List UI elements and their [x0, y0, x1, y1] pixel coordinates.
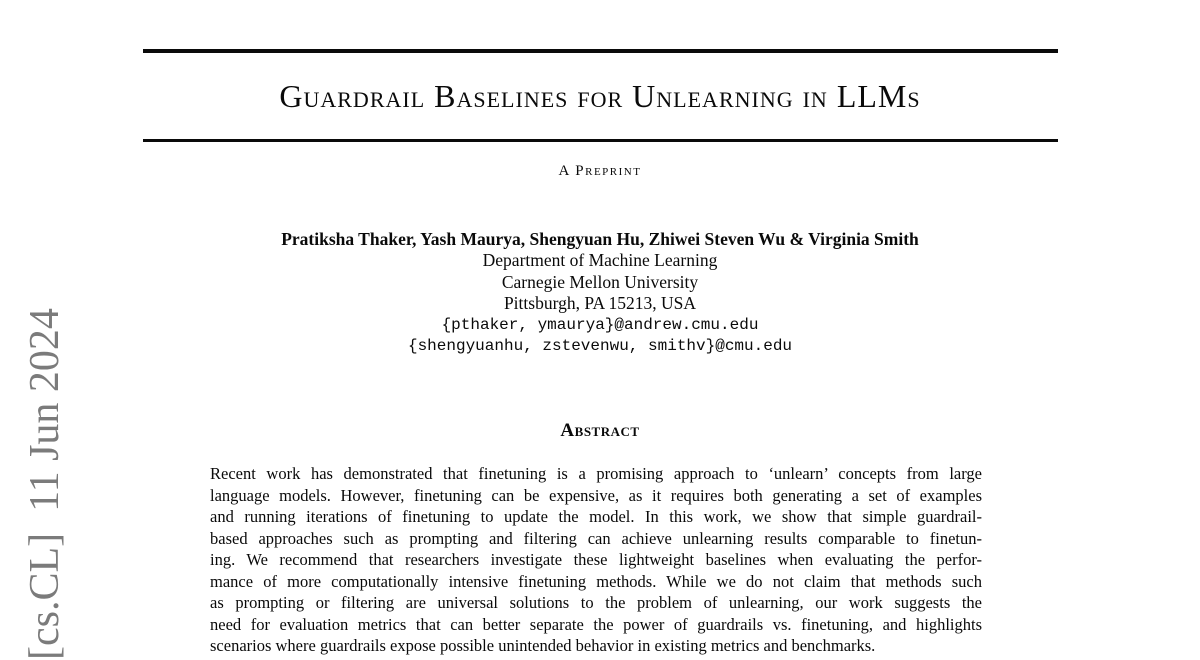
abstract-line: language models. However, finetuning can be expensive, as it requires both generating a set of examples: [210, 485, 982, 505]
title-rule-top: [143, 49, 1058, 53]
abstract-line: based approaches such as prompting and filtering can achieve unlearning results comparable to finetun-: [210, 528, 982, 548]
author-university: Carnegie Mellon University: [501, 271, 699, 292]
author-names: Pratiksha Thaker, Yash Maurya, Shengyuan Hu, Zhiwei Steven Wu & Virginia Smith: [281, 229, 919, 249]
abstract-line: as prompting or filtering are universal solutions to the problem of unlearning, our work suggests the: [210, 593, 982, 613]
author-department: Department of Machine Learning: [482, 250, 718, 271]
abstract-body: [210, 463, 982, 657]
title-rule-bottom: [143, 139, 1058, 142]
abstract-line: need for evaluation metrics that can better separate the power of guardrails vs. finetuning, and highlights: [210, 614, 982, 634]
abstract-line: Recent work has demonstrated that finetuning is a promising approach to ‘unlearn’ concepts from large: [210, 464, 982, 483]
abstract-line: and running iterations of finetuning to update the model. In this work, we show that simple guardrail-: [210, 507, 982, 527]
abstract-line: mance of more computationally intensive finetuning methods. While we do not claim that methods such: [210, 571, 982, 591]
preprint-label: A Preprint: [558, 163, 642, 179]
author-block: [0, 229, 1200, 357]
author-address: Pittsburgh, PA 15213, USA: [503, 293, 697, 314]
author-email-1: {pthaker, ymaurya}@andrew.cmu.edu: [441, 315, 759, 334]
arxiv-watermark: [cs.CL] 11 Jun 2024: [22, 308, 68, 660]
paper-title: Guardrail Baselines for Unlearning in LLMs: [279, 78, 921, 114]
abstract-line: ing. We recommend that researchers investigate these lightweight baselines when evaluating the perfor-: [210, 550, 982, 570]
abstract-line: scenarios where guardrails expose possible unintended behavior in existing metrics and benchmarks.: [210, 636, 876, 656]
author-email-2: {shengyuanhu, zstevenwu, smithv}@cmu.edu: [407, 337, 793, 356]
abstract-heading: Abstract: [560, 420, 640, 441]
